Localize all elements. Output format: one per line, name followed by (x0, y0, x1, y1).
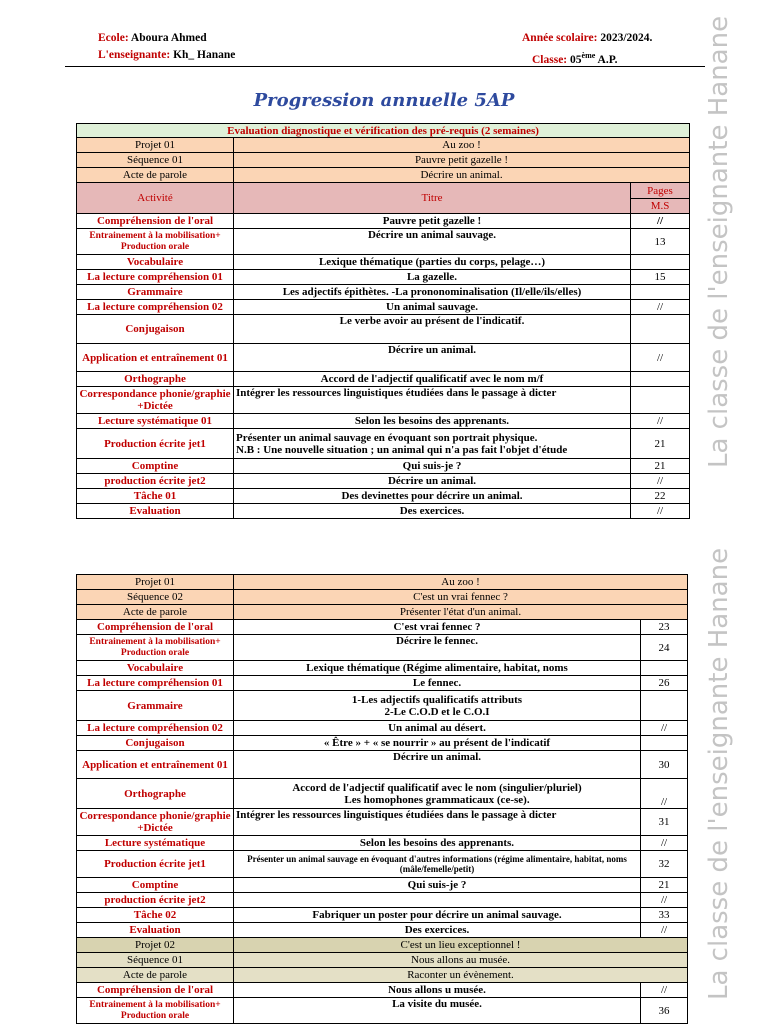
activity-title: La gazelle. (234, 270, 631, 285)
page-number (631, 315, 690, 344)
activity-label: Compréhension de l'oral (77, 620, 234, 635)
class-label: Classe: (532, 53, 568, 66)
activity-title: Fabriquer un poster pour décrire un animal sauvage. (234, 908, 641, 923)
page-number: 36 (641, 998, 688, 1024)
activity-title-line2: N.B : Une nouvelle situation ; un animal qui n'a pas fait l'objet d'étude (236, 443, 568, 456)
page-number: 21 (631, 429, 690, 459)
activity-label: La lecture compréhension 01 (77, 270, 234, 285)
school-label: Ecole: (98, 32, 129, 44)
page-number (631, 255, 690, 270)
page-number: 23 (641, 620, 688, 635)
activity-title: Nous allons u musée. (234, 983, 641, 998)
activity-title: « Être » + « se nourrir » au présent de l'indicatif (234, 736, 641, 751)
table-row (77, 229, 690, 255)
activity-label: Comptine (77, 459, 234, 474)
activity-label: Compréhension de l'oral (77, 983, 234, 998)
class-sup: ème (581, 51, 596, 60)
activity-title-line2: Les homophones grammaticaux (ce-se). (344, 793, 530, 806)
table-row (77, 836, 688, 851)
activity-label: La lecture compréhension 02 (77, 721, 234, 736)
page-number: 15 (631, 270, 690, 285)
table-row (77, 809, 688, 836)
acte2-label: Acte de parole (77, 968, 234, 983)
col-titre: Titre (234, 183, 631, 214)
teacher-label: L'enseignante: (98, 49, 171, 61)
activity-label: Lecture systématique 01 (77, 414, 234, 429)
page-number: // (641, 779, 688, 809)
activity-label: Compréhension de l'oral (77, 214, 234, 229)
activity-title: Les adjectifs épithètes. -La prononominalisation (Il/elle/ils/elles) (234, 285, 631, 300)
page-number: // (631, 504, 690, 519)
sequence-label: Séquence 01 (77, 153, 234, 168)
activity-title: Selon les besoins des apprenants. (234, 836, 641, 851)
activity-title: Le verbe avoir au présent de l'indicatif. (234, 315, 631, 344)
table-row (77, 751, 688, 779)
table-row (77, 635, 688, 661)
activity-title: Un animal sauvage. (234, 300, 631, 315)
acte2-value: Raconter un évènement. (234, 968, 688, 983)
activity-title: Décrire un animal. (234, 751, 641, 779)
table-row (77, 691, 688, 721)
activity-label: Correspondance phonie/graphie +Dictée (77, 387, 234, 414)
page-number: 13 (631, 229, 690, 255)
activity-label: Vocabulaire (77, 255, 234, 270)
activity-title: Un animal au désert. (234, 721, 641, 736)
activity-title: Décrire un animal. (234, 474, 631, 489)
activity-title: Accord de l'adjectif qualificatif avec le nom m/f (234, 372, 631, 387)
activity-title (234, 691, 641, 721)
acte-value: Présenter l'état d'un animal. (234, 605, 688, 620)
table-row (77, 270, 690, 285)
eval-diagnostic-row: Evaluation diagnostique et vérification des pré-requis (2 semaines) (77, 124, 690, 138)
activity-label: production écrite jet2 (77, 893, 234, 908)
activity-label: Grammaire (77, 691, 234, 721)
activity-title: Intégrer les ressources linguistiques étudiées dans le passage à dicter (234, 387, 631, 414)
table-row (77, 429, 690, 459)
activity-title-line1: Accord de l'adjectif qualificatif avec le nom (singulier/pluriel) (292, 781, 582, 794)
table-row (77, 489, 690, 504)
table-row (77, 414, 690, 429)
page-title: Progression annuelle 5AP (253, 90, 515, 111)
watermark-top: La classe de l'enseignante Hanane (704, 15, 734, 468)
table-row (77, 893, 688, 908)
page-number (641, 661, 688, 676)
activity-label: production écrite jet2 (77, 474, 234, 489)
year-value: 2023/2024. (600, 32, 653, 44)
activity-title: Qui suis-je ? (234, 878, 641, 893)
activity-title: Des devinettes pour décrire un animal. (234, 489, 631, 504)
activity-title: Pauvre petit gazelle ! (234, 214, 631, 229)
projet-label: Projet 01 (77, 575, 234, 590)
page-number: 22 (631, 489, 690, 504)
activity-title: Décrire le fennec. (234, 635, 641, 661)
activity-label: Entrainement à la mobilisation+ Production orale (77, 229, 234, 255)
activity-label: Evaluation (77, 923, 234, 938)
page-number: 26 (641, 676, 688, 691)
page-number: // (631, 300, 690, 315)
page-number: 31 (641, 809, 688, 836)
activity-title-line2: 2-Le C.O.D et le C.O.I (384, 705, 490, 718)
page-number: 30 (641, 751, 688, 779)
activity-label: La lecture compréhension 02 (77, 300, 234, 315)
page-number: // (631, 344, 690, 372)
table-row (77, 285, 690, 300)
table-sequence-2 (76, 574, 688, 1024)
page-number: // (631, 414, 690, 429)
year-label: Année scolaire: (522, 32, 598, 44)
projet-value: Au zoo ! (234, 575, 688, 590)
activity-label: Lecture systématique (77, 836, 234, 851)
header-rule (65, 66, 705, 67)
activity-label: Tâche 02 (77, 908, 234, 923)
activity-label: Production écrite jet1 (77, 429, 234, 459)
activity-label: Orthographe (77, 779, 234, 809)
activity-label: Vocabulaire (77, 661, 234, 676)
activity-label: Production écrite jet1 (77, 851, 234, 878)
page-number: // (641, 721, 688, 736)
watermark-bottom: La classe de l'enseignante Hanane (704, 547, 734, 1000)
table-row (77, 923, 688, 938)
activity-title (234, 779, 641, 809)
table-row (77, 474, 690, 489)
table-row (77, 676, 688, 691)
table-row (77, 315, 690, 344)
sequence2-value: Nous allons au musée. (234, 953, 688, 968)
sequence-value: Pauvre petit gazelle ! (234, 153, 690, 168)
page-number: // (641, 923, 688, 938)
projet2-label: Projet 02 (77, 938, 234, 953)
activity-title: C'est vrai fennec ? (234, 620, 641, 635)
table-row (77, 620, 688, 635)
activity-label: Evaluation (77, 504, 234, 519)
activity-title-line1: 1-Les adjectifs qualificatifs attributs (351, 693, 523, 706)
table-row (77, 300, 690, 315)
activity-label: Orthographe (77, 372, 234, 387)
activity-label: Correspondance phonie/graphie +Dictée (77, 809, 234, 836)
page-number: // (641, 836, 688, 851)
activity-title: Des exercices. (234, 923, 641, 938)
page-number (631, 285, 690, 300)
table-row (77, 344, 690, 372)
projet2-value: C'est un lieu exceptionnel ! (234, 938, 688, 953)
header-right (522, 30, 652, 69)
activity-label: Grammaire (77, 285, 234, 300)
sequence2-label: Séquence 01 (77, 953, 234, 968)
table-row (77, 878, 688, 893)
header-left (98, 30, 235, 64)
col-ms: M.S (631, 199, 690, 214)
table-row (77, 736, 688, 751)
table-row (77, 459, 690, 474)
sequence-label: Séquence 02 (77, 590, 234, 605)
teacher-value: Kh_ Hanane (173, 49, 236, 61)
page-number: 21 (641, 878, 688, 893)
page-number (641, 691, 688, 721)
activity-title: La visite du musée. (234, 998, 641, 1024)
page-number (641, 736, 688, 751)
activity-title: Présenter un animal sauvage en évoquant d'autres informations (régime alimentaire, habitat, noms (mâle/femelle/petit) (234, 851, 641, 878)
activity-label: Conjugaison (77, 315, 234, 344)
page-number: 32 (641, 851, 688, 878)
activity-title: Décrire un animal. (234, 344, 631, 372)
page-number: // (641, 893, 688, 908)
table-row (77, 214, 690, 229)
table-row (77, 387, 690, 414)
table-row (77, 255, 690, 270)
page-number: // (641, 983, 688, 998)
acte-value: Décrire un animal. (234, 168, 690, 183)
projet-label: Projet 01 (77, 138, 234, 153)
activity-title: Lexique thématique (parties du corps, pelage…) (234, 255, 631, 270)
activity-label: Tâche 01 (77, 489, 234, 504)
activity-label: Conjugaison (77, 736, 234, 751)
table-row (77, 983, 688, 998)
activity-title-line1: Présenter un animal sauvage en évoquant son portrait physique. (236, 431, 538, 444)
table-row (77, 661, 688, 676)
class-value: 05 (570, 53, 582, 66)
table-row (77, 779, 688, 809)
table-row (77, 721, 688, 736)
page-number: // (631, 474, 690, 489)
acte-label: Acte de parole (77, 168, 234, 183)
page-number: // (631, 214, 690, 229)
col-pages: Pages (631, 183, 690, 199)
projet-value: Au zoo ! (234, 138, 690, 153)
table-row (77, 998, 688, 1024)
page-number (631, 387, 690, 414)
table-row (77, 372, 690, 387)
table-row (77, 908, 688, 923)
watermark (699, 0, 739, 1024)
sequence-value: C'est un vrai fennec ? (234, 590, 688, 605)
activity-label: Entrainement à la mobilisation+ Production orale (77, 998, 234, 1024)
col-activite: Activité (77, 183, 234, 214)
activity-title: Lexique thématique (Régime alimentaire, habitat, noms (234, 661, 641, 676)
acte-label: Acte de parole (77, 605, 234, 620)
activity-title: Selon les besoins des apprenants. (234, 414, 631, 429)
activity-label: Application et entraînement 01 (77, 344, 234, 372)
activity-title: Le fennec. (234, 676, 641, 691)
activity-label: La lecture compréhension 01 (77, 676, 234, 691)
school-value: Aboura Ahmed (130, 32, 207, 44)
activity-title (234, 893, 641, 908)
activity-title: Des exercices. (234, 504, 631, 519)
page-number: 24 (641, 635, 688, 661)
activity-title: Intégrer les ressources linguistiques étudiées dans le passage à dicter (234, 809, 641, 836)
activity-label: Application et entraînement 01 (77, 751, 234, 779)
activity-title: Qui suis-je ? (234, 459, 631, 474)
page-number: 21 (631, 459, 690, 474)
table-row (77, 851, 688, 878)
activity-label: Comptine (77, 878, 234, 893)
table-row (77, 504, 690, 519)
page-number: 33 (641, 908, 688, 923)
activity-title (234, 429, 631, 459)
page-number (631, 372, 690, 387)
activity-label: Entrainement à la mobilisation+ Production orale (77, 635, 234, 661)
class-suffix: A.P. (597, 53, 618, 66)
activity-title: Décrire un animal sauvage. (234, 229, 631, 255)
table-sequence-1 (76, 123, 690, 519)
